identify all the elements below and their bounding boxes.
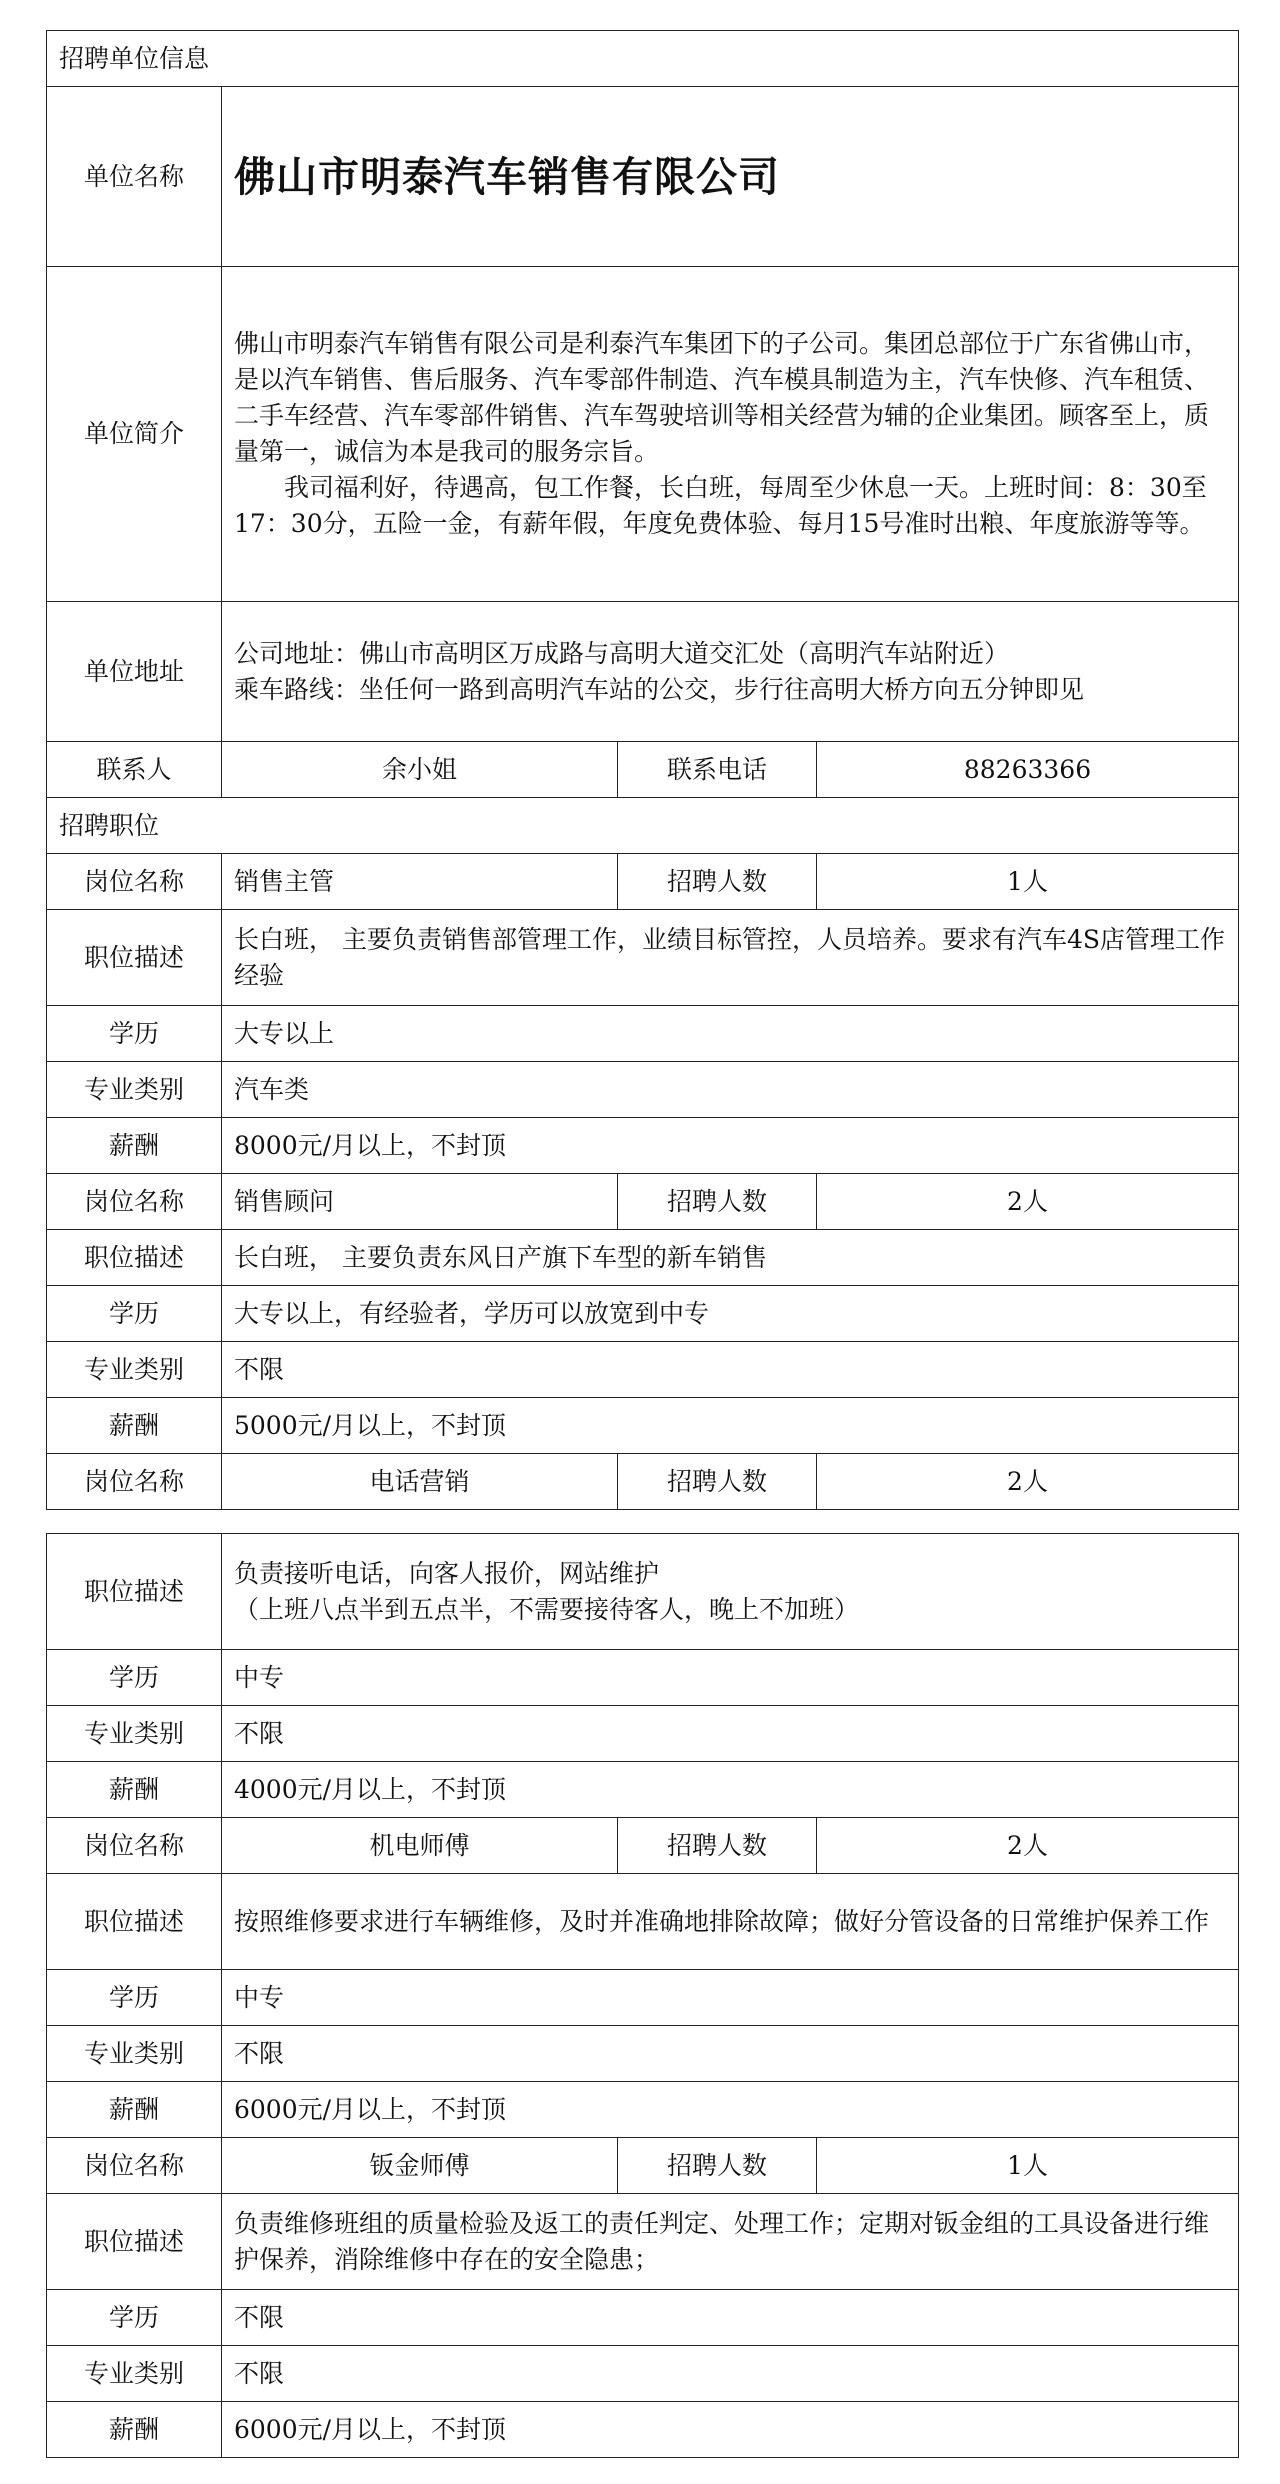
position-salary: 8000元/月以上，不封顶 xyxy=(222,1118,1239,1174)
phone-number: 88263366 xyxy=(817,742,1239,798)
position-major: 不限 xyxy=(222,1342,1239,1398)
position-education: 中专 xyxy=(222,1970,1239,2026)
education-label: 学历 xyxy=(47,1286,222,1342)
position-title-label: 岗位名称 xyxy=(47,1818,222,1874)
position-description: 长白班， 主要负责东风日产旗下车型的新车销售 xyxy=(222,1230,1239,1286)
headcount-label: 招聘人数 xyxy=(618,854,817,910)
position-title: 电话营销 xyxy=(222,1454,618,1510)
intro-paragraph-2: 我司福利好，待遇高，包工作餐，长白班，每周至少休息一天。上班时间：8：30至17：30分，五险一金，有薪年假，年度免费体验、每月15号准时出粮、年度旅游等等。 xyxy=(234,473,1207,538)
major-label: 专业类别 xyxy=(47,2026,222,2082)
description-line-2: （上班八点半到五点半，不需要接待客人，晚上不加班） xyxy=(234,1594,860,1624)
major-label: 专业类别 xyxy=(47,1706,222,1762)
contact-label: 联系人 xyxy=(47,742,222,798)
salary-label: 薪酬 xyxy=(47,2082,222,2138)
position-major: 汽车类 xyxy=(222,1062,1239,1118)
company-name-label: 单位名称 xyxy=(47,87,222,267)
position-description: 负责维修班组的质量检验及返工的责任判定、处理工作；定期对钣金组的工具设备进行维护保养，消除维修中存在的安全隐患； xyxy=(222,2194,1239,2290)
position-title-label: 岗位名称 xyxy=(47,1174,222,1230)
position-title: 机电师傅 xyxy=(222,1818,618,1874)
phone-label: 联系电话 xyxy=(618,742,817,798)
position-title: 销售主管 xyxy=(222,854,618,910)
address-label: 单位地址 xyxy=(47,602,222,742)
position-major: 不限 xyxy=(222,2026,1239,2082)
positions-section-header: 招聘职位 xyxy=(47,798,1239,854)
position-education: 中专 xyxy=(222,1650,1239,1706)
position-education: 大专以上 xyxy=(222,1006,1239,1062)
position-salary: 6000元/月以上，不封顶 xyxy=(222,2082,1239,2138)
description-label: 职位描述 xyxy=(47,1230,222,1286)
position-description: 按照维修要求进行车辆维修，及时并准确地排除故障；做好分管设备的日常维护保养工作 xyxy=(222,1874,1239,1970)
description-line-1: 负责接听电话，向客人报价，网站维护 xyxy=(234,1558,660,1588)
headcount: 2人 xyxy=(817,1818,1239,1874)
company-name: 佛山市明泰汽车销售有限公司 xyxy=(222,87,1239,267)
position-title-label: 岗位名称 xyxy=(47,1454,222,1510)
recruitment-table-page2 xyxy=(46,1533,1239,2458)
company-intro xyxy=(222,267,1239,602)
description-label: 职位描述 xyxy=(47,910,222,1006)
description-label: 职位描述 xyxy=(47,2194,222,2290)
position-major: 不限 xyxy=(222,2346,1239,2402)
position-major: 不限 xyxy=(222,1706,1239,1762)
address-line: 公司地址：佛山市高明区万成路与高明大道交汇处（高明汽车站附近） xyxy=(234,638,1010,668)
contact-person: 余小姐 xyxy=(222,742,618,798)
headcount: 2人 xyxy=(817,1454,1239,1510)
description-label: 职位描述 xyxy=(47,1534,222,1650)
recruitment-table-page1 xyxy=(46,30,1239,1510)
headcount-label: 招聘人数 xyxy=(618,1818,817,1874)
salary-label: 薪酬 xyxy=(47,2402,222,2458)
position-title-label: 岗位名称 xyxy=(47,2138,222,2194)
position-salary: 5000元/月以上，不封顶 xyxy=(222,1398,1239,1454)
major-label: 专业类别 xyxy=(47,1062,222,1118)
position-title: 钣金师傅 xyxy=(222,2138,618,2194)
position-description: 长白班， 主要负责销售部管理工作，业绩目标管控，人员培养。要求有汽车4S店管理工作经验 xyxy=(222,910,1239,1006)
major-label: 专业类别 xyxy=(47,1342,222,1398)
headcount: 1人 xyxy=(817,2138,1239,2194)
salary-label: 薪酬 xyxy=(47,1398,222,1454)
headcount: 2人 xyxy=(817,1174,1239,1230)
route-line: 乘车路线：坐任何一路到高明汽车站的公交，步行往高明大桥方向五分钟即见 xyxy=(234,674,1085,704)
headcount-label: 招聘人数 xyxy=(618,1174,817,1230)
headcount-label: 招聘人数 xyxy=(618,2138,817,2194)
intro-paragraph-1: 佛山市明泰汽车销售有限公司是利泰汽车集团下的子公司。集团总部位于广东省佛山市，是以汽车销售、售后服务、汽车零部件制造、汽车模具制造为主，汽车快修、汽车租赁、二手车经营、汽车零部件销售、汽车驾驶培训等相关经营为辅的企业集团。顾客至上，质量第一，诚信为本是我司的服务宗旨。 xyxy=(234,329,1210,466)
position-education: 大专以上，有经验者，学历可以放宽到中专 xyxy=(222,1286,1239,1342)
headcount: 1人 xyxy=(817,854,1239,910)
position-title: 销售顾问 xyxy=(222,1174,618,1230)
position-title-label: 岗位名称 xyxy=(47,854,222,910)
education-label: 学历 xyxy=(47,1970,222,2026)
employer-section-header: 招聘单位信息 xyxy=(47,31,1239,87)
salary-label: 薪酬 xyxy=(47,1118,222,1174)
headcount-label: 招聘人数 xyxy=(618,1454,817,1510)
description-label: 职位描述 xyxy=(47,1874,222,1970)
intro-label: 单位简介 xyxy=(47,267,222,602)
salary-label: 薪酬 xyxy=(47,1762,222,1818)
position-description xyxy=(222,1534,1239,1650)
position-salary: 6000元/月以上，不封顶 xyxy=(222,2402,1239,2458)
position-salary: 4000元/月以上，不封顶 xyxy=(222,1762,1239,1818)
education-label: 学历 xyxy=(47,1006,222,1062)
position-education: 不限 xyxy=(222,2290,1239,2346)
education-label: 学历 xyxy=(47,2290,222,2346)
education-label: 学历 xyxy=(47,1650,222,1706)
major-label: 专业类别 xyxy=(47,2346,222,2402)
company-address xyxy=(222,602,1239,742)
